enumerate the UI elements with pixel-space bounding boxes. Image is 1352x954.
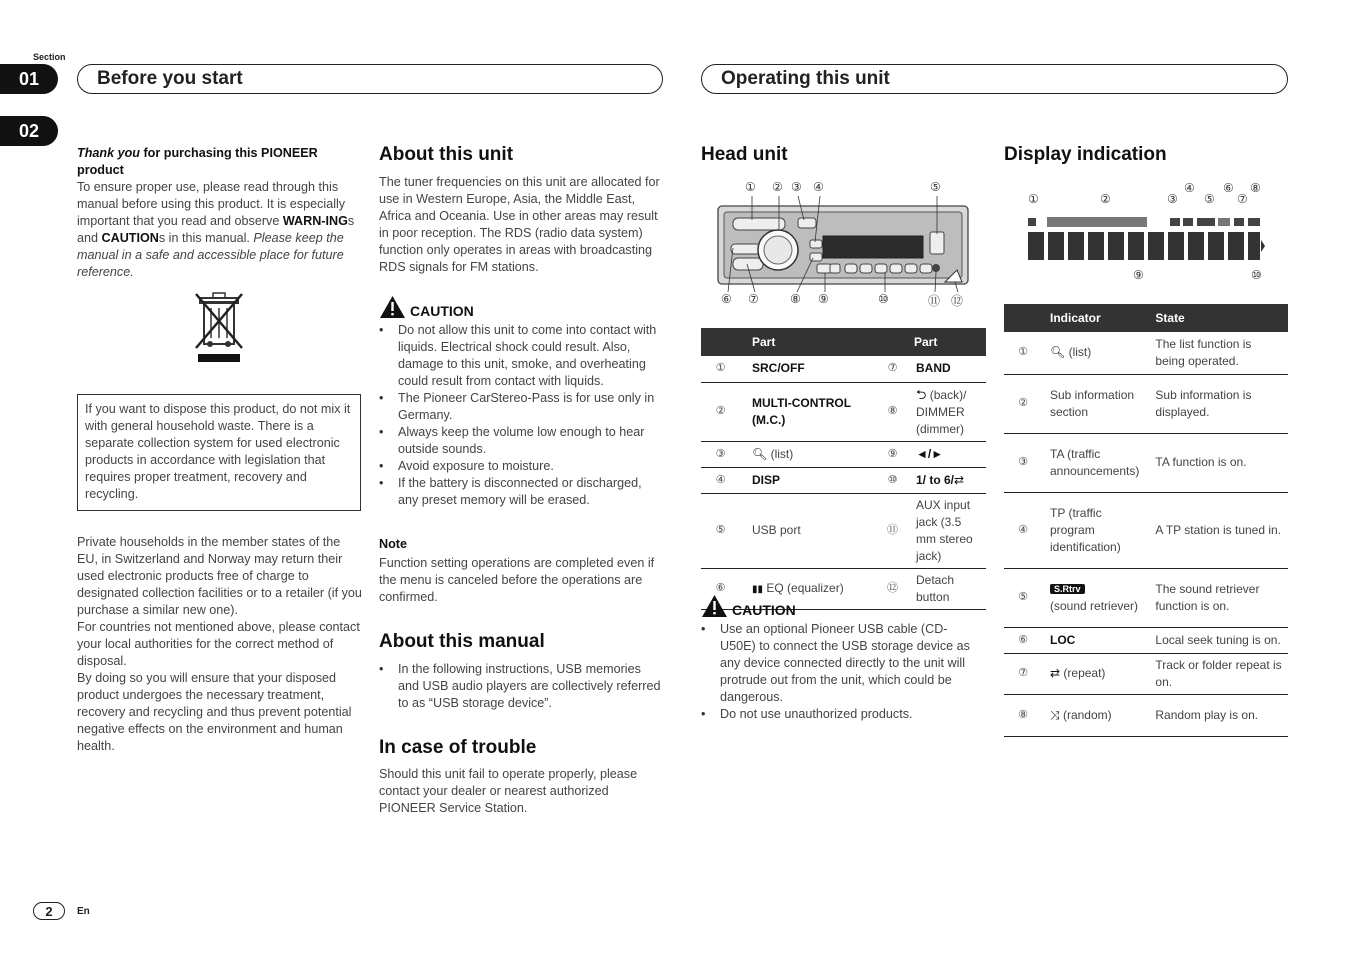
banner-before-you-start: Before you start: [77, 64, 663, 94]
head-unit-heading: Head unit: [701, 144, 788, 165]
callout-9: ⑨: [818, 292, 829, 306]
caution-list-2: [701, 621, 983, 723]
section-tab-02[interactable]: 02: [0, 116, 58, 146]
table-row: ② Sub information section Sub information is displayed.: [1004, 374, 1288, 433]
search-icon: 🔍︎: [752, 446, 768, 461]
callout-12: ⑫: [951, 294, 964, 308]
callout-2: ②: [772, 180, 783, 194]
display-heading: Display indication: [1004, 144, 1167, 165]
trouble-text: Should this unit fail to operate properly, please contact your dealer or nearest authorized PIONEER Service Station.: [379, 767, 638, 815]
language-label: En: [77, 906, 90, 917]
table-row: ⑥ LOC Local seek tuning is on.: [1004, 627, 1288, 653]
warning-icon: [701, 594, 728, 618]
caution-list-1: [379, 322, 661, 509]
table-row: ④ TP (traffic program identification) A TP station is tuned in.: [1004, 492, 1288, 568]
table-row: ⑦ ⇄ (repeat) Track or folder repeat is on.: [1004, 653, 1288, 694]
disp-callout-1: ①: [1028, 192, 1039, 206]
disposal-notice-box: If you want to dispose this product, do not mix it with general household waste. There is a separate collection system for used electronic products in accordance with legislation that requires proper treatment, recovery and recycling.: [77, 394, 361, 511]
private-households-text: Private households in the member states of the EU, in Switzerland and Norway may return their used electronic products free of charge to designated collection facilities or to a retailer (if you purchase a similar new one). For countries not mentioned above, please contact your local authorities for the correct method of disposal. By doing so you will ensure that your disposed product undergoes the necessary treatment, recovery and recycling and thus prevent potential negative effects on the environment and human health.: [77, 535, 362, 753]
table-row: ⑥ ▮▮ EQ (equalizer) ⑫ Detach button: [701, 568, 986, 609]
disp-callout-2: ②: [1100, 192, 1111, 206]
note-text: Function setting operations are completed even if the menu is canceled before the operations are confirmed.: [379, 556, 655, 604]
repeat-icon: ⇄: [954, 472, 965, 487]
table-row: ③ 🔍︎ (list) ⑨ ◄/►: [701, 441, 986, 467]
disp-callout-9: ⑨: [1133, 268, 1144, 282]
caution-heading-2: CAUTION: [701, 594, 796, 618]
about-unit-text: The tuner frequencies on this unit are allocated for use in Western Europe, Asia, the Middle East, Africa and Oceania. Use in other areas may result in poor reception. The RDS (radio data system) function only operates in areas with broadcasting RDS signals for FM stations.: [379, 175, 660, 274]
head-unit-table: Part Part ① SRC/OFF ⑦ BAND ② MULTI-CONTROL (M.C.) ⑧ ⮌ (back)/ DIMMER (dimmer) ③ 🔍︎ (list) ⑨ ◄/► ④ DISP ⑩ 1/ to 6/⇄ ⑤ USB port ⑪ AUX input jack (3.5 mm stereo jack) ⑥ ▮▮ EQ (equalizer) ⑫ Detach button: [701, 328, 986, 610]
disp-callout-6: ⑥: [1223, 181, 1234, 195]
list-item: • In the following instructions, USB memories and USB audio players are collectively referred to as “USB storage device”.: [379, 661, 661, 712]
list-icon: 🔍︎: [1050, 345, 1066, 360]
callout-4: ④: [813, 180, 824, 194]
callout-1: ①: [745, 180, 756, 194]
repeat-icon: ⇄: [1050, 666, 1061, 680]
callout-3: ③: [791, 180, 802, 194]
callout-11: ⑪: [928, 294, 941, 308]
list-item: • Do not allow this unit to come into contact with liquids. Electrical shock could result. Also, damage to this unit, smoke, and overheating could result from contact with liquids.: [379, 322, 661, 390]
disp-callout-3: ③: [1167, 192, 1178, 206]
display-diagram: [1020, 208, 1270, 273]
table-row: ⑤ USB port ⑪ AUX input jack (3.5 mm stereo jack): [701, 493, 986, 568]
callout-7: ⑦: [748, 292, 759, 306]
head-unit-diagram: [705, 178, 985, 318]
caution-heading-1: CAUTION: [379, 295, 474, 319]
callout-5: ⑤: [930, 180, 941, 194]
table-row: ⑧ ⤨ (random) Random play is on.: [1004, 694, 1288, 736]
disp-callout-4: ④: [1184, 181, 1195, 195]
trouble-heading: In case of trouble: [379, 737, 537, 758]
table-row: ③ TA (traffic announcements) TA function is on.: [1004, 433, 1288, 492]
list-item: • If the battery is disconnected or discharged, any preset memory will be erased.: [379, 475, 661, 509]
equalizer-icon: ▮▮: [752, 583, 764, 595]
weee-bin-icon: [194, 292, 244, 369]
page-number: 2: [33, 902, 65, 920]
about-manual-list: [379, 661, 661, 712]
sound-retriever-badge: S.Rtrv: [1050, 584, 1085, 594]
table-row: ② MULTI-CONTROL (M.C.) ⑧ ⮌ (back)/ DIMMER (dimmer): [701, 382, 986, 441]
back-icon: ⮌: [916, 386, 927, 402]
warning-icon: [379, 295, 406, 319]
list-item: • Always keep the volume low enough to hear outside sounds.: [379, 424, 661, 458]
list-item: • Avoid exposure to moisture.: [379, 458, 661, 475]
about-manual-heading: About this manual: [379, 631, 545, 652]
display-table: Indicator State ① 🔍︎ (list) The list function is being operated. ② Sub information section Sub information is displayed. ③ TA (traffic announcements) TA function is on. ④ TP (traffic program identification) A TP station is tuned in. ⑤ S.Rtrv (sound retriever) The sound retriever function is on. ⑥ LOC Local seek tuning is on. ⑦ ⇄ (repeat) Track or folder repeat is on. ⑧ ⤨ (random) Random play is on.: [1004, 304, 1288, 737]
banner-operating-unit: Operating this unit: [701, 64, 1288, 94]
table-row: ① SRC/OFF ⑦ BAND: [701, 356, 986, 382]
table-row: ⑤ S.Rtrv (sound retriever) The sound retriever function is on.: [1004, 568, 1288, 627]
list-item: • The Pioneer CarStereo-Pass is for use only in Germany.: [379, 390, 661, 424]
callout-10: ⑩: [878, 292, 889, 306]
disp-callout-7: ⑦: [1237, 192, 1248, 206]
section-label: Section: [33, 52, 66, 62]
table-row: ④ DISP ⑩ 1/ to 6/⇄: [701, 467, 986, 493]
disp-callout-5: ⑤: [1204, 192, 1215, 206]
callout-8: ⑧: [790, 292, 801, 306]
disp-callout-10: ⑩: [1251, 268, 1262, 282]
about-unit-heading: About this unit: [379, 144, 514, 165]
table-row: ① 🔍︎ (list) The list function is being operated.: [1004, 332, 1288, 374]
intro-text: Thank you for purchasing this PIONEER product To ensure proper use, please read through this manual before using this product. It is especially important that you read and observe WARN-INGs and CAUTIONs in this manual. Please keep the manual in a safe and accessible place for future reference.: [77, 146, 355, 279]
disp-callout-8: ⑧: [1250, 181, 1261, 195]
section-tab-01[interactable]: 01: [0, 64, 58, 94]
callout-6: ⑥: [721, 292, 732, 306]
note-heading: Note: [379, 537, 407, 551]
list-item: • Use an optional Pioneer USB cable (CD-U50E) to connect the USB storage device as any device connected directly to the unit will protrude out from the unit, which could be dangerous.: [701, 621, 983, 706]
list-item: • Do not use unauthorized products.: [701, 706, 983, 723]
random-icon: ⤨: [1050, 707, 1060, 722]
